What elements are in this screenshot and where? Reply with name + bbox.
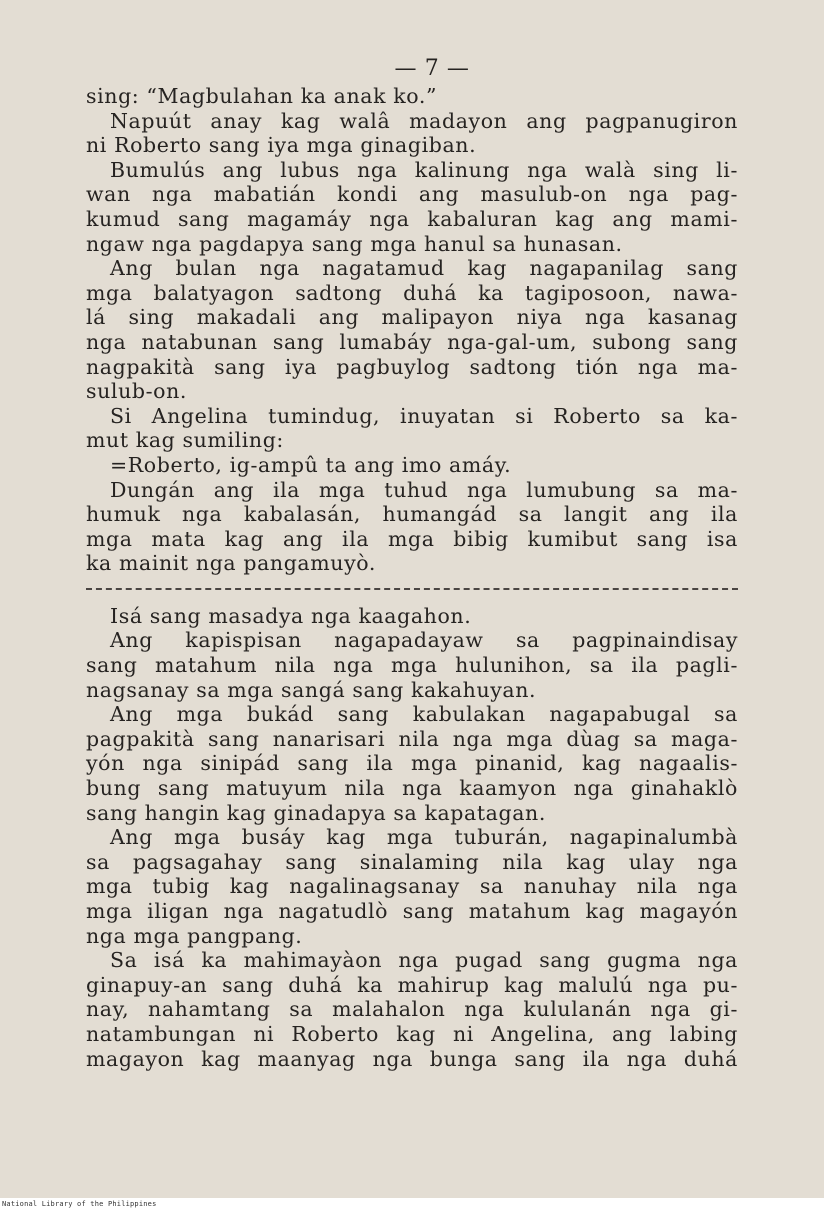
page-number: — 7 —: [394, 56, 470, 81]
text-line: Isá sang masadya nga kaagahon.: [110, 603, 472, 628]
text-line: ka mainit nga pangamuyò.: [86, 551, 376, 576]
text-line: sang matahum nila nga mga hulunihon, sa ila pagli-: [86, 653, 738, 678]
text-line: mut kag sumiling:: [86, 428, 284, 453]
text-line: mga tubig kag nagalinagsanay sa nanuhay nila nga: [86, 874, 738, 899]
text-line: humuk nga kabalasán, humangád sa langit ang ila: [86, 502, 738, 527]
text-line: nga natabunan sang lumabáy nga-gal-um, subong sang: [86, 329, 738, 354]
text-line: sing: “Magbulahan ka anak ko.”: [86, 84, 438, 108]
text-line: Si Angelina tumindug, inuyatan si Roberto sa ka-: [110, 403, 738, 428]
text-line: sang hangin kag ginadapya sa kapatagan.: [86, 800, 546, 825]
text-line: natambungan ni Roberto kag ni Angelina, ang labing: [86, 1021, 738, 1046]
text-line: lá sing makadali ang malipayon niya nga kasanag: [86, 305, 738, 330]
text-line: ngaw nga pagdapya sang mga hanul sa hunasan.: [86, 231, 623, 256]
text-line: wan nga mabatián kondi ang masulub-on nga pag-: [86, 182, 738, 207]
text-line: Dungán ang ila mga tuhud nga lumubung sa ma-: [110, 477, 738, 502]
text-line: nagsanay sa mga sangá sang kakahuyan.: [86, 677, 537, 702]
text-line: Ang kapispisan nagapadayaw sa pagpinaindisay: [110, 628, 738, 653]
text-line: Ang mga busáy kag mga tuburán, nagapinalumbà: [110, 825, 738, 850]
text-line: Sa isá ka mahimayàon nga pugad sang gugma nga: [110, 948, 738, 973]
text-line: ginapuy-an sang duhá ka mahirup kag malulú nga pu-: [86, 972, 738, 997]
text-line: kumud sang magamáy nga kabaluran kag ang mami-: [86, 206, 738, 231]
page-text: [86, 56, 738, 1071]
text-line: pagpakità sang nanarisari nila nga mga dùag sa maga-: [86, 726, 738, 751]
text-line: mga balatyagon sadtong duhá ka tagiposoon, nawa-: [86, 280, 738, 305]
text-line: nagpakità sang iya pagbuylog sadtong tión nga ma-: [86, 354, 738, 379]
text-line: yón nga sinipád sang ila mga pinanid, kag nagaalis-: [86, 751, 738, 776]
text-line: nga mga pangpang.: [86, 923, 303, 948]
text-line: Ang mga bukád sang kabulakan nagapabugal sa: [110, 702, 738, 727]
text-line: Napuút anay kag walâ madayon ang pagpanugiron: [110, 108, 738, 133]
text-line: sa pagsagahay sang sinalaming nila kag ulay nga: [86, 849, 738, 874]
text-line: mga iligan nga nagatudlò sang matahum kag magayón: [86, 899, 738, 923]
text-line: bung sang matuyum nila nga kaamyon nga ginahaklò: [86, 776, 738, 801]
text-line: magayon kag maanyag nga bunga sang ila nga duhá: [86, 1046, 738, 1071]
text-line: mga mata kag ang ila mga bibig kumibut sang isa: [86, 526, 738, 551]
text-line: =Roberto, ig-ampû ta ang imo amáy.: [110, 452, 512, 477]
text-line: ni Roberto sang iya mga ginagiban.: [86, 133, 477, 158]
text-line: sulub-on.: [86, 379, 187, 404]
text-line: Ang bulan nga nagatamud kag nagapanilag sang: [110, 256, 738, 281]
footer-credit: National Library of the Philippines: [2, 1200, 157, 1208]
text-line: nay, nahamtang sa malahalon nga kululanán nga gi-: [86, 997, 738, 1022]
section-divider: [86, 588, 738, 590]
text-line: Bumulús ang lubus nga kalinung nga walà sing li-: [110, 157, 738, 182]
